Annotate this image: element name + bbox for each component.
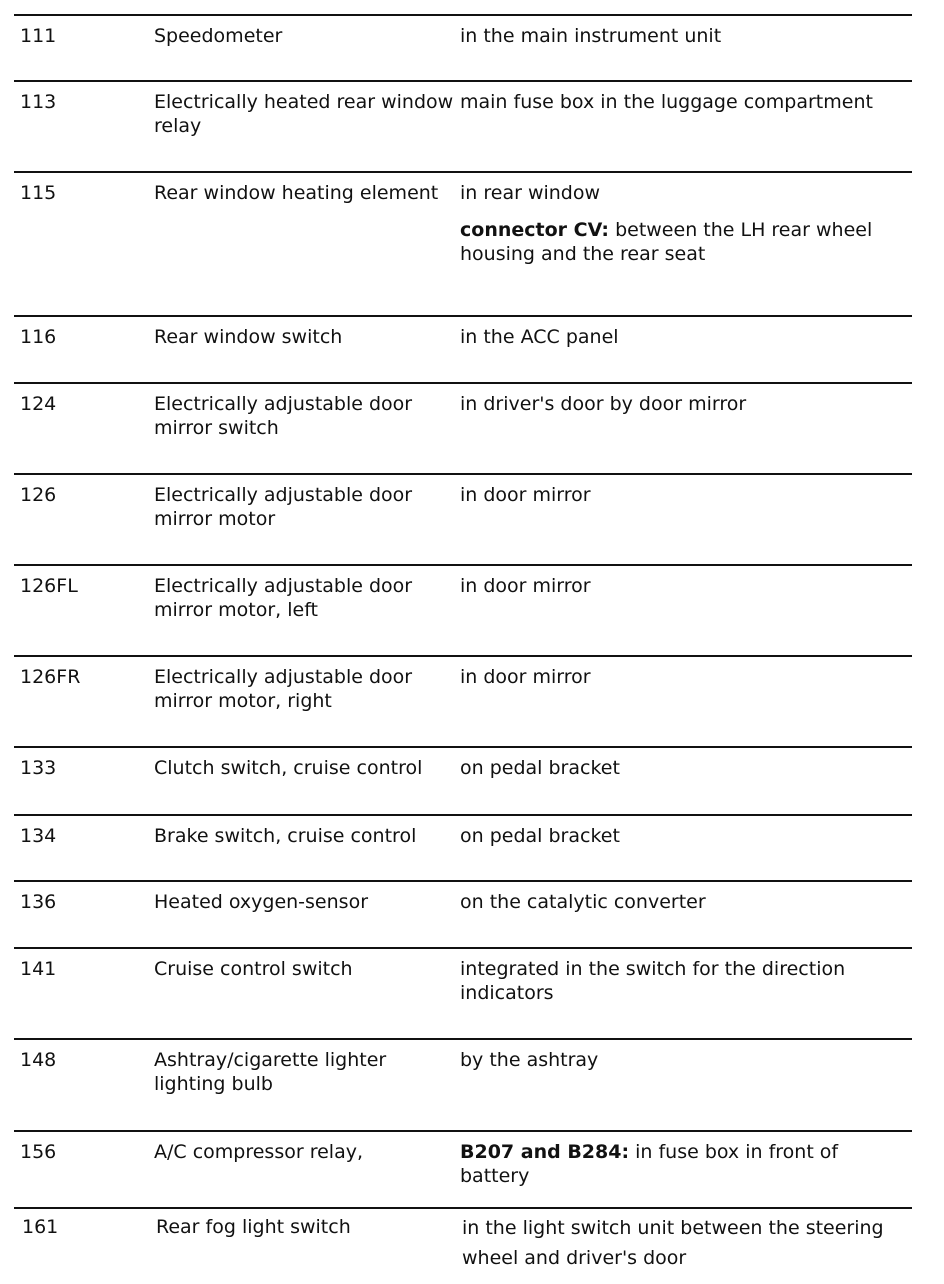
component-location: [460, 756, 912, 780]
location-text: on pedal bracket: [460, 757, 620, 779]
component-name: Electrically heated rear window relay: [154, 91, 454, 137]
component-code: 116: [20, 326, 57, 348]
location-text: in the ACC panel: [460, 326, 619, 348]
table-row: [14, 655, 912, 748]
component-code: 148: [20, 1049, 57, 1071]
component-code: 111: [20, 25, 57, 47]
location-text: on pedal bracket: [460, 825, 620, 847]
component-location: [460, 890, 912, 914]
component-code: 124: [20, 393, 57, 415]
table-row: [14, 315, 912, 384]
component-location: [460, 1140, 912, 1188]
component-name: Clutch switch, cruise control: [154, 757, 423, 779]
component-location: [462, 1213, 914, 1273]
component-code: 141: [20, 958, 57, 980]
location-text: in driver's door by door mirror: [460, 393, 747, 415]
table-row: [14, 382, 912, 475]
table-row: [14, 1207, 912, 1279]
component-code: 161: [22, 1216, 59, 1238]
component-code: 113: [20, 91, 57, 113]
component-code: 126FR: [20, 666, 81, 688]
component-code: 115: [20, 182, 57, 204]
component-location: [460, 824, 912, 848]
component-location: [460, 574, 912, 598]
component-name: Ashtray/cigarette lighter lighting bulb: [154, 1049, 387, 1095]
table-row: [14, 880, 912, 949]
location-text: between the LH rear wheel housing and the rear seat: [460, 219, 873, 265]
component-name: Speedometer: [154, 25, 283, 47]
connector-label: connector CV:: [460, 219, 610, 241]
location-text: on the catalytic converter: [460, 891, 706, 913]
component-location: [460, 665, 912, 689]
component-name: A/C compressor relay,: [154, 1141, 363, 1163]
location-text: integrated in the switch for the direction indicators: [460, 958, 846, 1004]
table-row: [14, 746, 912, 816]
component-code: 156: [20, 1141, 57, 1163]
component-location: [460, 24, 912, 48]
location-text: in fuse box in front of battery: [460, 1141, 839, 1187]
location-text: in rear window: [460, 182, 601, 204]
component-name: Electrically adjustable door mirror motor, left: [154, 575, 413, 621]
component-location: [460, 483, 912, 507]
location-text: in door mirror: [460, 666, 591, 688]
location-text: in the light switch unit between the steering wheel and driver's door: [462, 1217, 884, 1269]
component-location: [460, 392, 912, 416]
table-row: [14, 80, 912, 173]
table-row: [14, 1038, 912, 1132]
relay-label: B207 and B284:: [460, 1141, 630, 1163]
component-location: [460, 181, 912, 266]
table-row: [14, 947, 912, 1040]
location-note: [460, 218, 912, 266]
component-location: [460, 957, 912, 1005]
table-row: [14, 814, 912, 882]
location-text: main fuse box in the luggage compartment: [460, 91, 873, 113]
table-row: [14, 171, 912, 317]
location-text: in the main instrument unit: [460, 25, 722, 47]
component-name: Rear fog light switch: [156, 1216, 351, 1238]
location-note: [460, 1140, 912, 1188]
table-row: [14, 14, 912, 82]
component-name: Electrically adjustable door mirror motor, right: [154, 666, 413, 712]
component-name: Cruise control switch: [154, 958, 353, 980]
component-code: 134: [20, 825, 57, 847]
location-text: in door mirror: [460, 484, 591, 506]
component-name: Rear window heating element: [154, 182, 439, 204]
component-name: Rear window switch: [154, 326, 343, 348]
table-row: [14, 564, 912, 657]
component-code: 126FL: [20, 575, 78, 597]
component-code: 126: [20, 484, 57, 506]
location-text: by the ashtray: [460, 1049, 599, 1071]
component-location: [460, 325, 912, 349]
table-row: [14, 473, 912, 566]
component-name: Heated oxygen-sensor: [154, 891, 369, 913]
table-row: [14, 1130, 912, 1209]
component-location: [460, 1048, 912, 1072]
component-location: [460, 90, 912, 114]
component-name: Electrically adjustable door mirror motor: [154, 484, 413, 530]
location-text: in door mirror: [460, 575, 591, 597]
component-code: 133: [20, 757, 57, 779]
component-code: 136: [20, 891, 57, 913]
component-name: Electrically adjustable door mirror switch: [154, 393, 413, 439]
component-name: Brake switch, cruise control: [154, 825, 417, 847]
